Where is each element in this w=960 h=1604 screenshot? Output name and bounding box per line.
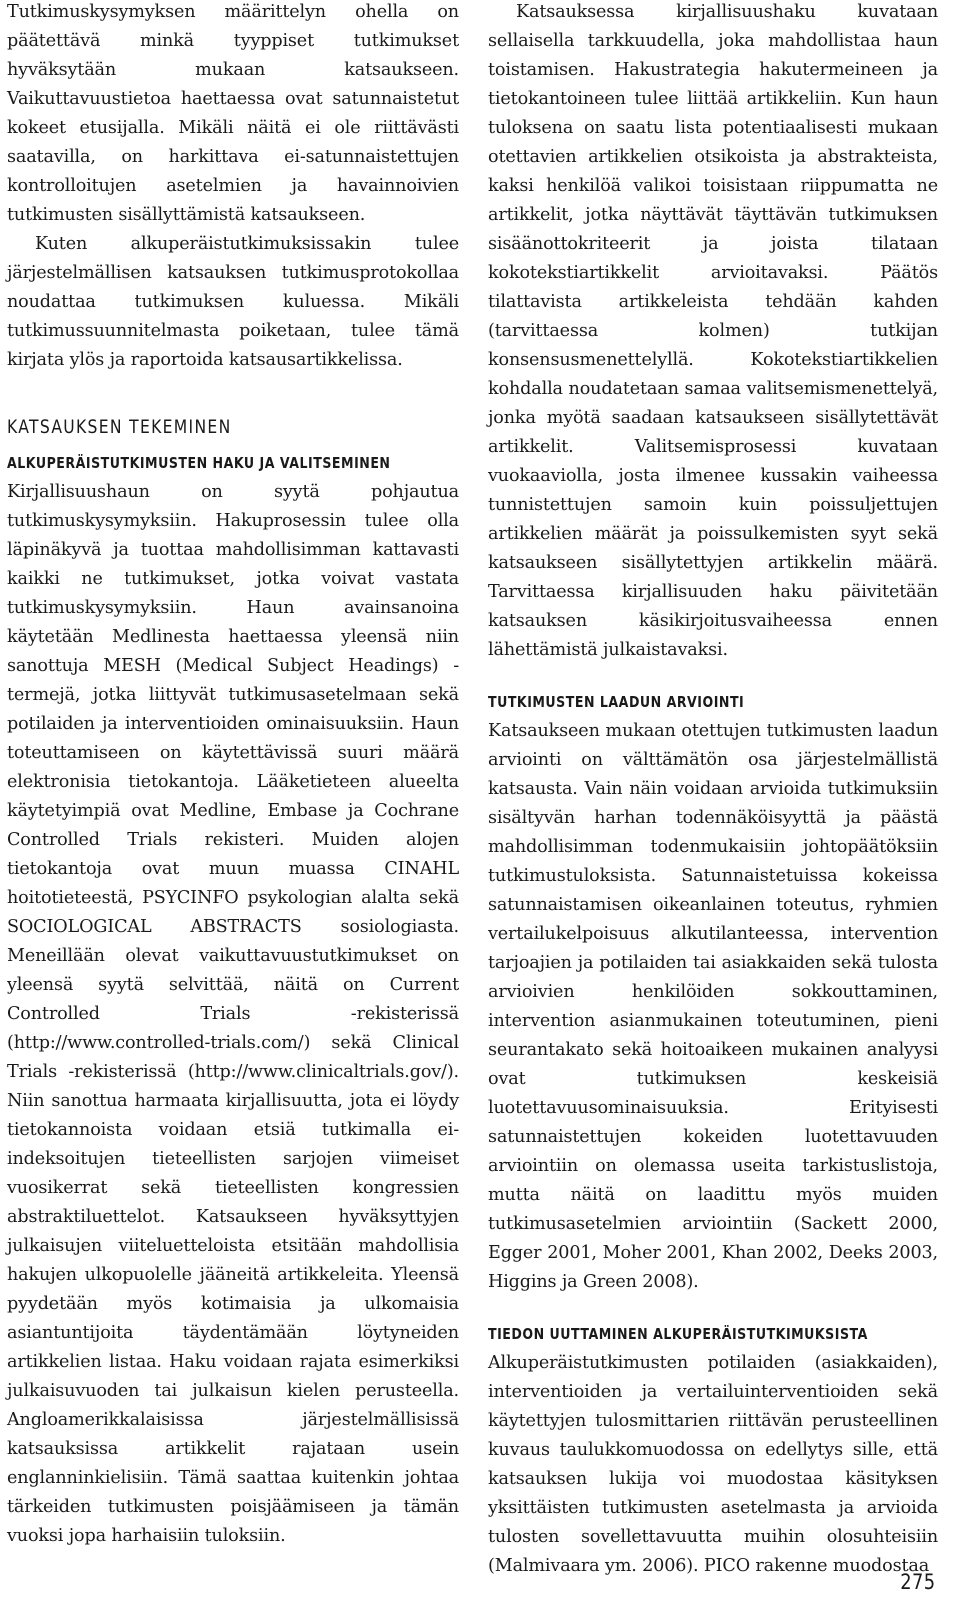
extraction-paragraph: Alkuperäistutkimusten potilaiden (asiakkaiden), interventioiden ja vertailuinterventioiden sekä käytettyjen tulosmittarien riittävän perusteellinen kuvaus taulukkomuodossa on edellytys sille, että katsauksen lukija voi muodostaa käsityksen yksittäisten tutkimusten asetelmasta ja arvioida tulosten sovellettavuutta muihin olosuhteisiin (Malmivaara ym. 2006). PICO rakenne muodostaa: [488, 1353, 938, 1576]
intro-paragraph-1: Tutkimuskysymyksen määrittelyn ohella on päätettävä minkä tyyppiset tutkimukset hyväksytään mukaan katsaukseen. Vaikuttavuustietoa haettaessa ovat satunnaistetut kokeet etusijalla. Mikäli näitä ei ole riittävästi saatavilla, on harkittava ei-satunnaistettujen kontrolloitujen asetelmien ja havainnoivien tutkimusten sisällyttämistä katsaukseen.: [7, 2, 459, 225]
left-column: [7, 0, 459, 1551]
subheading-search: ALKUPERÄISTUTKIMUSTEN HAKU JA VALITSEMINEN: [7, 454, 391, 472]
right-column: [488, 0, 938, 1581]
intro-paragraph-2: Kuten alkuperäistutkimuksissakin tulee järjestelmällisen katsauksen tutkimusprotokollaa noudattaa tutkimuksen kuluessa. Mikäli tutkimussuunnitelmasta poiketaan, tulee tämä kirjata ylös ja raportoida katsausartikkelissa.: [7, 234, 459, 370]
subheading-extraction: TIEDON UUTTAMINEN ALKUPERÄISTUTKIMUKSISTA: [488, 1325, 868, 1343]
selection-paragraph: Katsauksessa kirjallisuushaku kuvataan sellaisella tarkkuudella, joka mahdollistaa haun toistamisen. Hakustrategia hakutermeineen ja tietokantoineen tulee liittää artikkeliin. Kun haun tuloksena on saatu lista potentiaalisesti mukaan otettavien artikkelien otsikoista ja abstrakteista, kaksi henkilöä valikoi toisistaan riippumatta ne artikkelit, jotka näyttävät täyttävän tutkimuksen sisäänottokriteerit ja joista tilataan kokotekstiartikkelit arvioitavaksi. Päätös tilattavista artikkeleista tehdään kahden (tarvittaessa kolmen) tutkijan konsensusmenettelyllä. Kokotekstiartikkelien kohdalla noudatetaan samaa valitsemismenettelyä, jonka myötä saadaan katsaukseen sisällytettävät artikkelit. Valitsemisprosessi kuvataan vuokaaviolla, josta ilmenee kussakin vaiheessa tunnistettujen samoin kuin poissuljettujen artikkelien määrät ja poissulkemisten syyt sekä katsaukseen sisällytettyjen artikkelin määrä. Tarvittaessa kirjallisuuden haku päivitetään katsauksen käsikirjoitusvaiheessa ennen lähettämistä julkaistavaksi.: [488, 2, 938, 660]
quality-paragraph: Katsaukseen mukaan otettujen tutkimusten laadun arviointi on välttämätön osa järjestelmällistä katsausta. Vain näin voidaan arvioida tutkimuksiin sisältyvän harhan todennäköisyyttä ja päästä mahdollisimman todenmukaisiin johtopäätöksiin tutkimustuloksista. Satunnaistetuissa kokeissa satunnaistamisen oikeanlainen toteutus, ryhmien vertailukelpoisuus alkutilanteessa, intervention tarjoajien ja potilaiden tai asiakkaiden sekä tulosta arvioivien henkilöiden sokkouttaminen, intervention asianmukainen toteutuminen, pieni seurantakato sekä hoitoaikeen mukainen analyysi ovat tutkimuksen keskeisiä luotettavuusominaisuuksia. Erityisesti satunnaistettujen kokeiden luotettavuuden arviointiin on olemassa useita tarkistuslistoja, mutta näitä on laadittu myös muiden tutkimusasetelmien arviointiin (Sackett 2000, Egger 2001, Moher 2001, Khan 2002, Deeks 2003, Higgins ja Green 2008).: [488, 721, 938, 1292]
subheading-quality: TUTKIMUSTEN LAADUN ARVIOINTI: [488, 693, 745, 711]
section-heading: KATSAUKSEN TEKEMINEN: [7, 416, 232, 438]
search-paragraph: Kirjallisuushaun on syytä pohjautua tutkimuskysymyksiin. Hakuprosessin tulee olla läpinäkyvä ja tuottaa mahdollisimman kattavasti kaikki ne tutkimukset, jotka voivat vastata tutkimuskysymyksiin. Haun avainsanoina käytetään Medlinesta haettaessa yleensä niin sanottuja MESH (Medical Subject Headings) -termejä, jotka liittyvät tutkimusasetelmaan sekä potilaiden ja interventioiden ominaisuuksiin. Haun toteuttamiseen on käytettävissä suuri määrä elektronisia tietokantoja. Lääketieteen alueelta käytetyimpiä ovat Medline, Embase ja Cochrane Controlled Trials rekisteri. Muiden alojen tietokantoja ovat muun muassa CINAHL hoitotieteestä, PSYCINFO psykologian alalta sekä SOCIOLOGICAL ABSTRACTS sosiologiasta. Meneillään olevat vaikuttavuustutkimukset on yleensä syytä selvittää, näitä on Current Controlled Trials -rekisterissä (http://www.controlled-trials.com/) sekä Clinical Trials -rekisterissä (http://www.clinicaltrials.gov/). Niin sanottua harmaata kirjallisuutta, jota ei löydy tietokannoista voidaan etsiä tutkimalla ei-indeksoitujen tieteellisten sarjojen viimeiset vuosikerrat sekä tieteellisten kongressien abstraktiluettelot. Katsaukseen hyväksyttyjen julkaisujen viiteluetteloista etsitään mahdollisia hakujen ulkopuolelle jääneitä artikkeleita. Yleensä pyydetään myös kotimaisia ja ulkomaisia asiantuntijoita täydentämään löytyneiden artikkelien listaa. Haku voidaan rajata esimerkiksi julkaisuvuoden tai julkaisun kielen perusteella. Angloamerikkalaisissa järjestelmällisissä katsauksissa artikkelit rajataan usein englanninkielisiin. Tämä saattaa kuitenkin johtaa tärkeiden tutkimusten poisjäämiseen ja tämän vuoksi jopa harhaisiin tuloksiin.: [7, 482, 459, 1546]
page-number: 275: [900, 1570, 936, 1594]
